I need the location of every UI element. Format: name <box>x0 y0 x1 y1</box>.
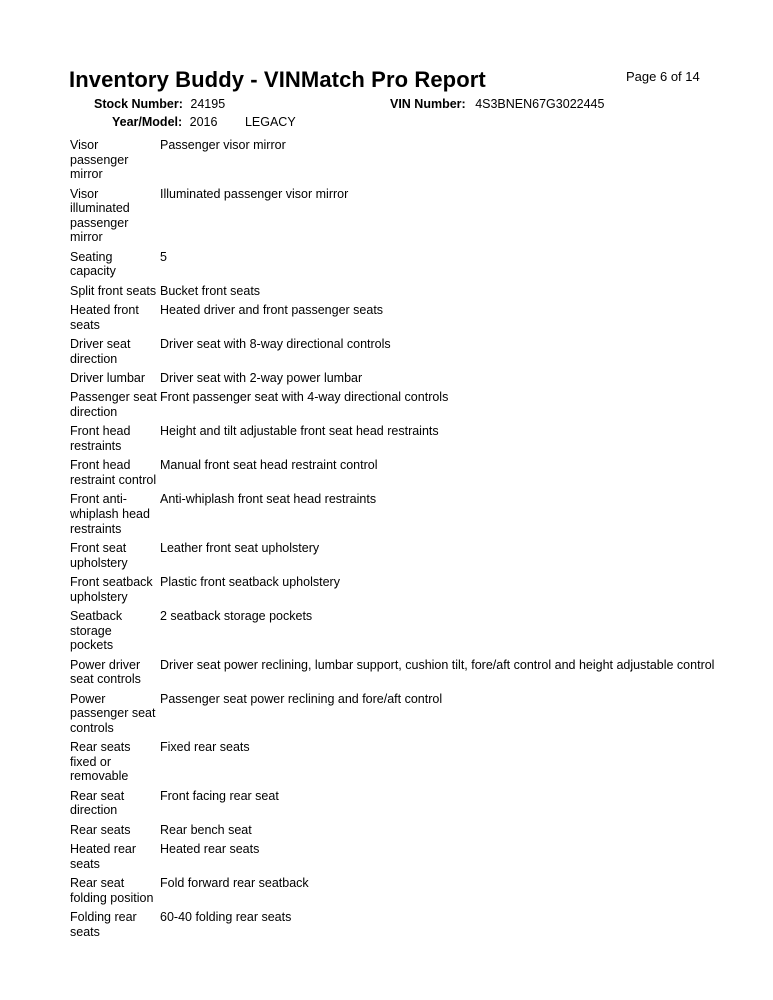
spec-label: Front seatback upholstery <box>70 575 153 604</box>
spec-value: Front passenger seat with 4-way directional controls <box>160 390 449 405</box>
spec-label: Heated front seats <box>70 303 139 332</box>
spec-row <box>70 740 760 784</box>
spec-label: Rear seats <box>70 822 131 837</box>
spec-label: Seating capacity <box>70 249 116 279</box>
spec-row <box>70 789 760 818</box>
year-model-label: Year/Model: <box>112 115 183 129</box>
spec-value: Passenger visor mirror <box>160 138 286 152</box>
spec-row <box>70 842 760 871</box>
spec-row <box>70 658 760 687</box>
spec-value: 2 seatback storage pockets <box>160 608 313 623</box>
spec-value: Driver seat with 8-way directional controls <box>160 337 391 352</box>
spec-label: Passenger seat direction <box>70 390 157 420</box>
spec-value: Fixed rear seats <box>160 740 250 755</box>
spec-label: Split front seats <box>70 283 157 298</box>
spec-row <box>70 575 760 604</box>
spec-row <box>70 138 760 182</box>
spec-label: Front seat upholstery <box>70 541 128 570</box>
spec-label: Folding rear seats <box>70 910 137 939</box>
spec-value: Rear bench seat <box>160 822 252 837</box>
spec-value: Bucket front seats <box>160 283 261 298</box>
spec-label: Driver lumbar <box>70 371 146 386</box>
spec-label: Front head restraints <box>70 424 131 454</box>
spec-row <box>70 609 760 653</box>
page-number: Page 6 of 14 <box>626 69 700 84</box>
stock-number-value: 24195 <box>190 97 226 111</box>
spec-label: Seatback storage pockets <box>70 608 123 653</box>
stock-number <box>94 97 225 111</box>
spec-label: Front head restraint control <box>70 458 157 488</box>
spec-row <box>70 492 760 536</box>
year-model <box>112 115 296 129</box>
spec-row <box>70 187 760 245</box>
spec-row <box>70 458 760 487</box>
spec-row <box>70 541 760 570</box>
spec-row <box>70 424 760 453</box>
spec-row <box>70 303 760 332</box>
spec-label: Rear seat direction <box>70 788 125 818</box>
spec-row <box>70 284 760 299</box>
spec-row <box>70 250 760 279</box>
spec-value: Fold forward rear seatback <box>160 876 309 891</box>
spec-label: Visor passenger mirror <box>70 138 129 182</box>
spec-label: Power passenger seat controls <box>70 691 156 735</box>
spec-label: Rear seats fixed or removable <box>70 740 131 784</box>
vin-number-label: VIN Number: <box>390 97 466 111</box>
spec-value: Manual front seat head restraint control <box>160 458 378 473</box>
vin-number <box>390 97 604 111</box>
spec-value: 60-40 folding rear seats <box>160 910 292 925</box>
year-value: 2016 <box>189 115 218 129</box>
spec-row <box>70 390 760 419</box>
stock-number-label: Stock Number: <box>94 97 183 111</box>
spec-value: Driver seat power reclining, lumbar support, cushion tilt, fore/aft control and height adjustable control <box>160 657 715 672</box>
report-title: Inventory Buddy - VINMatch Pro Report <box>69 67 486 92</box>
spec-row <box>70 337 760 366</box>
spec-value: Driver seat with 2-way power lumbar <box>160 371 363 386</box>
spec-value: Anti-whiplash front seat head restraints <box>160 492 377 507</box>
spec-value: 5 <box>160 249 167 264</box>
spec-row <box>70 371 760 386</box>
spec-row <box>70 823 760 838</box>
spec-value: Height and tilt adjustable front seat head restraints <box>160 424 439 439</box>
spec-label: Driver seat direction <box>70 337 131 366</box>
spec-label: Rear seat folding position <box>70 876 154 905</box>
spec-label: Visor illuminated passenger mirror <box>70 186 130 245</box>
spec-value: Passenger seat power reclining and fore/aft control <box>160 691 443 706</box>
spec-label: Front anti- whiplash head restraints <box>70 492 150 536</box>
spec-row <box>70 910 760 939</box>
model-value: LEGACY <box>244 115 296 129</box>
spec-table <box>70 138 760 944</box>
spec-row <box>70 692 760 736</box>
spec-row <box>70 876 760 905</box>
spec-value: Plastic front seatback upholstery <box>160 575 340 589</box>
spec-label: Heated rear seats <box>70 842 137 871</box>
spec-value: Heated rear seats <box>160 842 260 857</box>
spec-value: Front facing rear seat <box>160 788 279 803</box>
spec-value: Leather front seat upholstery <box>160 541 320 556</box>
spec-value: Illuminated passenger visor mirror <box>160 186 349 201</box>
spec-label: Power driver seat controls <box>70 657 141 687</box>
vin-number-value: 4S3BNEN67G3022445 <box>475 97 605 111</box>
spec-value: Heated driver and front passenger seats <box>160 303 384 318</box>
